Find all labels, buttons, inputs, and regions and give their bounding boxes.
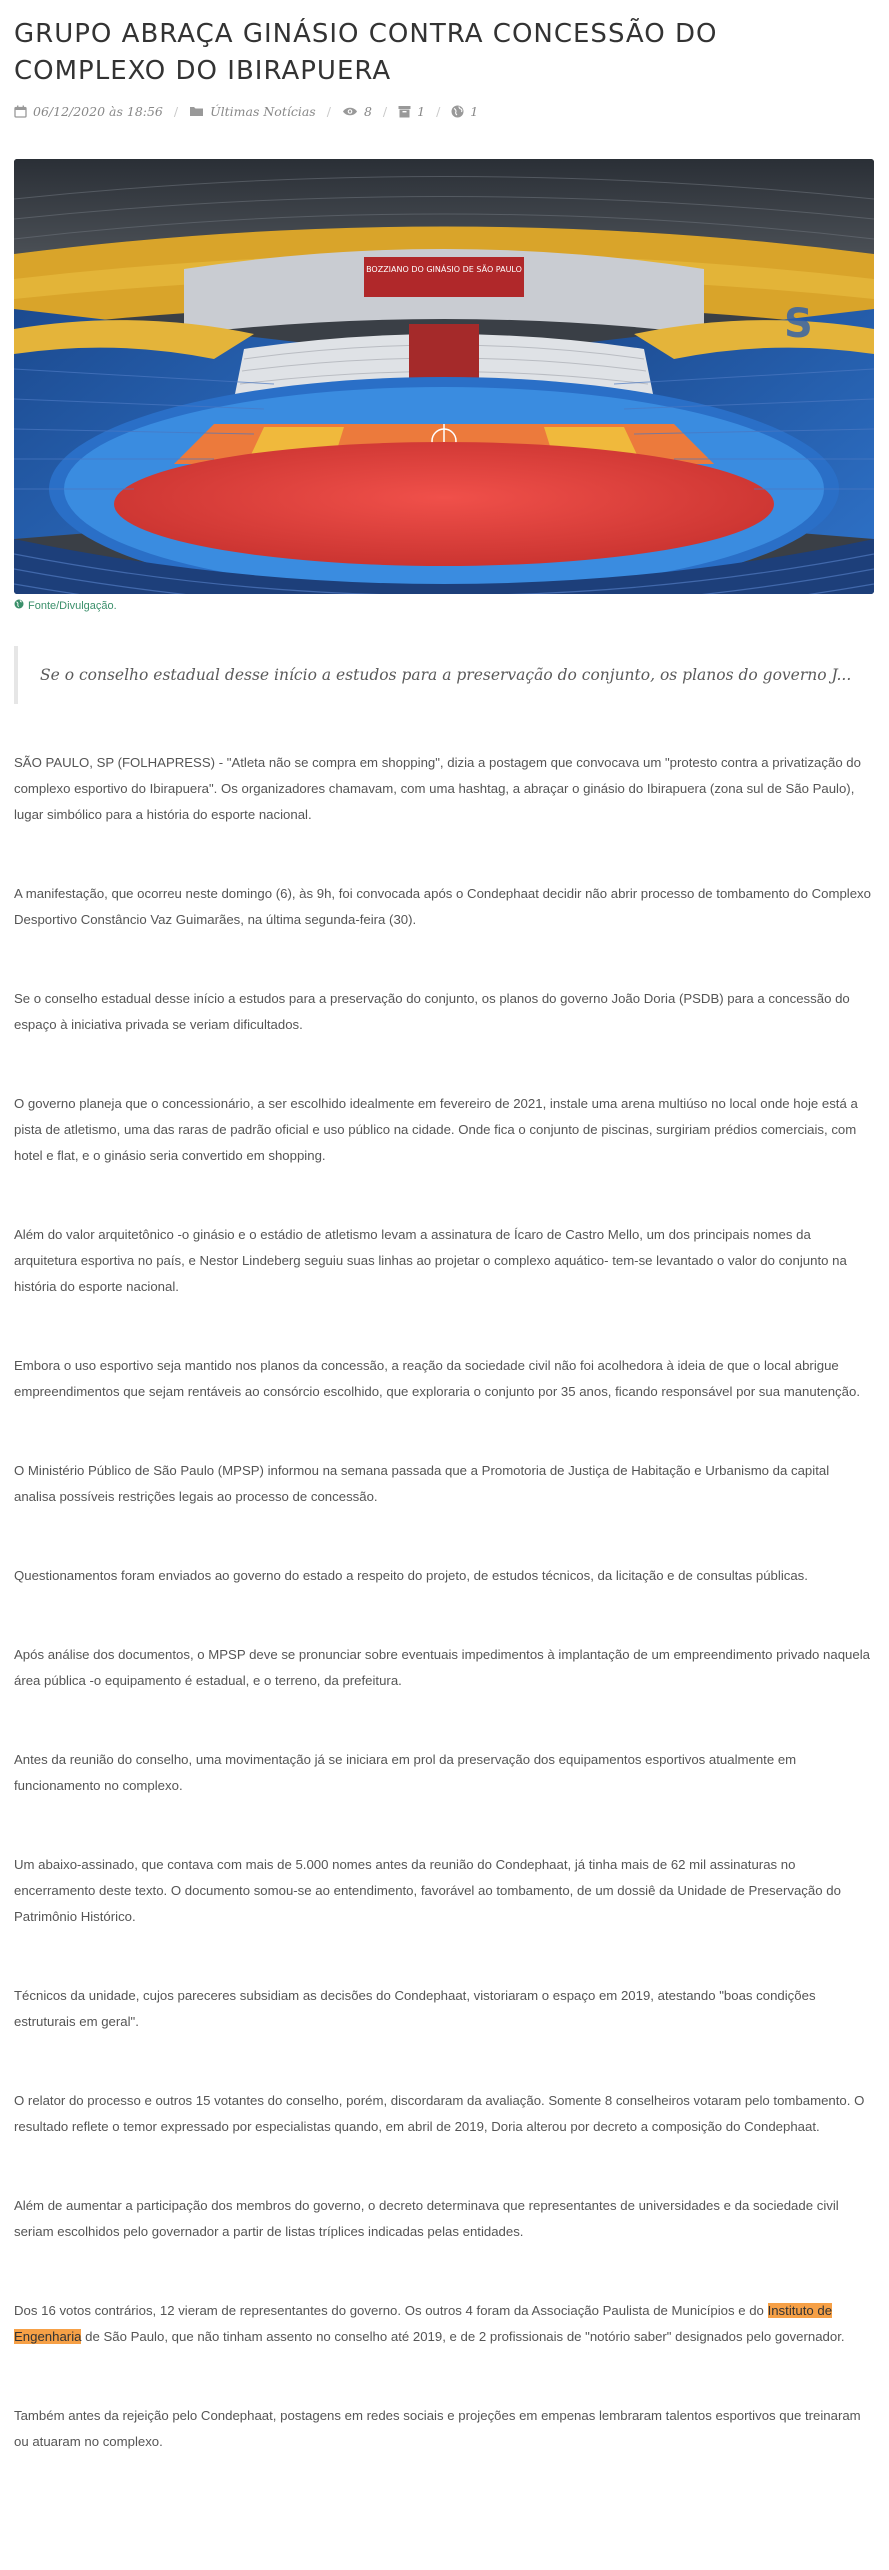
highlighted-link[interactable]: Instituto de Engenharia	[14, 2303, 833, 2344]
archive-icon	[398, 105, 411, 118]
meta-views	[342, 104, 372, 119]
paragraph: Questionamentos foram enviados ao governo do estado a respeito do projeto, de estudos técnicos, da licitação e de consultas públicas.	[14, 1568, 808, 1583]
globe-icon	[14, 599, 24, 612]
paragraph: SÃO PAULO, SP (FOLHAPRESS) - "Atleta não se compra em shopping", dizia a postagem que convocava um "protesto contra a privatização do complexo esportivo do Ibirapuera". Os organizadores chamavam, com uma hashtag, a abraçar o ginásio do Ibirapuera (zona sul de São Paulo), lugar simbólico para a história do esporte nacional.	[14, 755, 861, 822]
arena-photo	[14, 159, 874, 594]
meta-separator: /	[436, 103, 441, 119]
globe-icon	[451, 105, 464, 118]
paragraph: A manifestação, que ocorreu neste domingo (6), às 9h, foi convocada após o Condephaat decidir não abrir processo de tombamento do Complexo Desportivo Constâncio Vaz Guimarães, na última segunda-feira (30).	[14, 886, 871, 927]
eye-icon	[342, 106, 358, 117]
svg-text:S: S	[784, 301, 813, 347]
article-body	[14, 750, 871, 2455]
paragraph: Também antes da rejeição pelo Condephaat, postagens em redes sociais e projeções em empenas lembraram talentos esportivos que treinaram ou atuaram no complexo.	[14, 2408, 861, 2449]
image-caption-text: Fonte/Divulgação.	[28, 599, 117, 612]
meta-separator: /	[173, 103, 179, 119]
meta-views-count: 8	[363, 103, 372, 119]
meta-date-text: 06/12/2020 às 18:56	[33, 103, 163, 119]
folder-icon	[189, 105, 204, 117]
paragraph: O governo planeja que o concessionário, a ser escolhido idealmente em fevereiro de 2021, instale uma arena multiúso no local onde hoje está a pista de atletismo, uma das raras de padrão oficial e uso público na cidade. Onde fica o conjunto de piscinas, surgiriam prédios comerciais, com hotel e flat, e o ginásio seria convertido em shopping.	[14, 1096, 858, 1163]
meta-category-link[interactable]: Últimas Notícias	[210, 103, 316, 119]
paragraph: Antes da reunião do conselho, uma movimentação já se iniciara em prol da preservação dos equipamentos esportivos atualmente em funcionamento no complexo.	[14, 1752, 797, 1793]
article-meta	[14, 102, 868, 120]
arena-banner: BOZZIANO DO GINÁSIO DE SÃO PAULO	[366, 265, 522, 274]
paragraph: Um abaixo-assinado, que contava com mais de 5.000 nomes antes da reunião do Condephaat, já tinha mais de 62 mil assinaturas no encerramento deste texto. O documento somou-se ao entendimento, favorável ao tombamento, de um dossiê da Unidade de Preservação do Patrimônio Histórico.	[14, 1857, 841, 1924]
paragraph: Técnicos da unidade, cujos pareceres subsidiam as decisões do Condephaat, vistoriaram o espaço em 2019, atestando "boas condições estruturais em geral".	[14, 1988, 816, 2029]
paragraph-with-highlight	[14, 2298, 874, 2350]
meta-shares-count: 1	[470, 103, 479, 119]
meta-pages	[398, 104, 425, 119]
meta-shares	[451, 104, 478, 119]
paragraph: Além do valor arquitetônico -o ginásio e o estádio de atletismo levam a assinatura de Ícaro de Castro Mello, um dos principais nomes da arquitetura esportiva no país, e Nestor Lindeberg seguiu suas linhas ao projetar o complexo aquático- tem-se levantado o valor do conjunto na história do esporte nacional.	[14, 1227, 847, 1294]
paragraph: Além de aumentar a participação dos membros do governo, o decreto determinava que representantes de universidades e da sociedade civil seriam escolhidos pelo governador a partir de listas tríplices indicadas pelas entidades.	[14, 2198, 839, 2239]
meta-separator: /	[382, 103, 388, 119]
paragraph: Se o conselho estadual desse início a estudos para a preservação do conjunto, os planos do governo João Doria (PSDB) para a concessão do espaço à iniciativa privada se veriam dificultados.	[14, 991, 850, 1032]
paragraph-text: de São Paulo, que não tinham assento no conselho até 2019, e de 2 profissionais de "notório saber" designados pelo governador.	[81, 2329, 845, 2344]
article	[0, 16, 875, 2455]
article-title: GRUPO ABRAÇA GINÁSIO CONTRA CONCESSÃO DO COMPLEXO DO IBIRAPUERA	[14, 19, 718, 86]
pullquote: Se o conselho estadual desse início a estudos para a preservação do conjunto, os planos do governo J...	[14, 646, 872, 704]
meta-separator: /	[326, 103, 331, 119]
calendar-icon	[14, 105, 27, 118]
paragraph: O Ministério Público de São Paulo (MPSP) informou na semana passada que a Promotoria de Justiça de Habitação e Urbanismo da capital analisa possíveis restrições legais ao processo de concessão.	[14, 1463, 830, 1504]
image-caption	[14, 599, 868, 612]
meta-date	[14, 104, 163, 119]
paragraph: Após análise dos documentos, o MPSP deve se pronunciar sobre eventuais impedimentos à implantação de um empreendimento privado naquela área pública -o equipamento é estadual, e o terreno, da prefeitura.	[14, 1647, 870, 1688]
paragraph: Embora o uso esportivo seja mantido nos planos da concessão, a reação da sociedade civil não foi acolhedora à ideia de que o local abrigue empreendimentos que sejam rentáveis ao consórcio escolhido, que exploraria o conjunto por 35 anos, ficando responsável por sua manutenção.	[14, 1358, 860, 1399]
meta-pages-count: 1	[417, 103, 426, 119]
meta-category[interactable]	[189, 104, 316, 119]
paragraph: O relator do processo e outros 15 votantes do conselho, porém, discordaram da avaliação. Somente 8 conselheiros votaram pelo tombamento. O resultado reflete o temor expressado por especialistas quando, em abril de 2019, Doria alterou por decreto a composição do Condephaat.	[14, 2093, 865, 2134]
paragraph-text: Dos 16 votos contrários, 12 vieram de representantes do governo. Os outros 4 foram da Associação Paulista de Municípios e do	[14, 2303, 768, 2318]
